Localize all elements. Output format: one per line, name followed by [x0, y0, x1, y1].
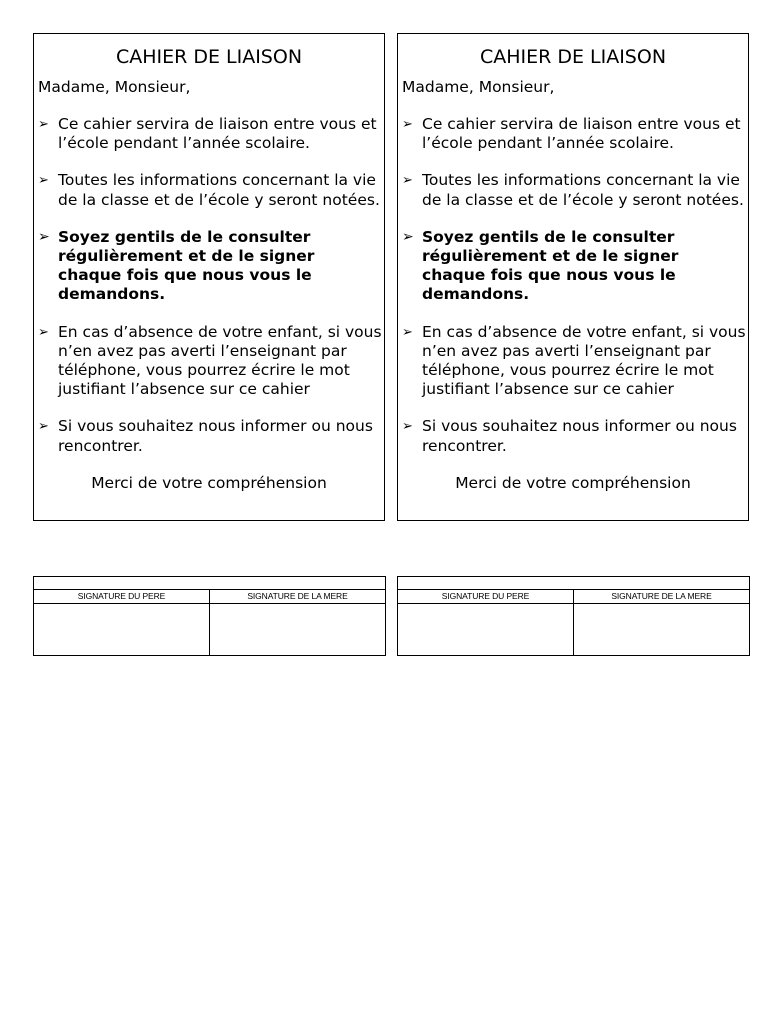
bullet-item — [34, 323, 384, 400]
bullet-item — [398, 323, 748, 400]
mother-signature-label: SIGNATURE DE LA MERE — [611, 591, 712, 601]
arrow-bullet-icon: ➢ — [38, 117, 49, 132]
arrow-bullet-icon: ➢ — [38, 324, 49, 340]
signature-table-left — [33, 576, 386, 656]
arrow-bullet-icon: ➢ — [402, 324, 413, 340]
father-signature-label: SIGNATURE DU PERE — [398, 590, 574, 603]
bullet-text: Soyez gentils de le consulter régulièrement et de le signer chaque fois que nous vous le demandons. — [422, 227, 679, 304]
bullet-text: En cas d’absence de votre enfant, si vous n’en avez pas averti l’enseignant par téléphone, vous pourrez écrire le mot justifiant l’absence sur ce cahier — [58, 322, 382, 399]
signature-table-header-row — [34, 577, 385, 590]
father-signature-cell[interactable] — [398, 604, 574, 656]
mother-signature-label: SIGNATURE DE LA MERE — [247, 591, 348, 601]
bullet-list — [34, 115, 384, 456]
bullet-text: Ce cahier servira de liaison entre vous et l’école pendant l’année scolaire. — [422, 115, 741, 153]
signature-cells-row — [398, 604, 749, 656]
arrow-bullet-icon: ➢ — [402, 117, 413, 132]
signature-table-header-row — [398, 577, 749, 590]
greeting: Madame, Monsieur, — [402, 78, 555, 96]
bullet-item-bold — [398, 228, 748, 305]
arrow-bullet-icon: ➢ — [38, 228, 50, 245]
arrow-bullet-icon: ➢ — [402, 228, 414, 245]
signature-labels-row — [398, 590, 749, 604]
signature-cells-row — [34, 604, 385, 656]
arrow-bullet-icon: ➢ — [402, 173, 413, 189]
bullet-item — [398, 171, 748, 209]
closing-text: Merci de votre compréhension — [455, 473, 691, 492]
bullet-item — [398, 115, 748, 153]
bullet-text: Ce cahier servira de liaison entre vous et l’école pendant l’année scolaire. — [58, 115, 377, 153]
bullet-item — [398, 417, 748, 455]
card-title: CAHIER DE LIAISON — [115, 46, 303, 68]
bullet-item — [34, 417, 384, 455]
bullet-list — [398, 115, 748, 456]
mother-signature-cell[interactable] — [210, 604, 385, 656]
signature-labels-row — [34, 590, 385, 604]
mother-signature-cell[interactable] — [574, 604, 749, 656]
liaison-card-right — [397, 33, 749, 521]
father-signature-label: SIGNATURE DU PERE — [34, 590, 210, 603]
bullet-text: Toutes les informations concernant la vie de la classe et de l’école y seront notées. — [58, 171, 380, 209]
arrow-bullet-icon: ➢ — [402, 419, 413, 435]
father-signature-cell[interactable] — [34, 604, 210, 656]
signature-table-right — [397, 576, 750, 656]
bullet-text: Toutes les informations concernant la vie de la classe et de l’école y seront notées. — [422, 171, 744, 209]
closing-text: Merci de votre compréhension — [91, 473, 327, 492]
bullet-text: Soyez gentils de le consulter régulièrement et de le signer chaque fois que nous vous le demandons. — [58, 227, 315, 304]
card-title: CAHIER DE LIAISON — [479, 46, 667, 68]
greeting: Madame, Monsieur, — [38, 78, 191, 96]
bullet-item — [34, 171, 384, 209]
liaison-card-left — [33, 33, 385, 521]
arrow-bullet-icon: ➢ — [38, 173, 49, 189]
bullet-text: En cas d’absence de votre enfant, si vous n’en avez pas averti l’enseignant par téléphone, vous pourrez écrire le mot justifiant l’absence sur ce cahier — [422, 322, 746, 399]
bullet-text: Si vous souhaitez nous informer ou nous rencontrer. — [58, 417, 373, 455]
arrow-bullet-icon: ➢ — [38, 419, 49, 435]
bullet-item — [34, 115, 384, 153]
bullet-text: Si vous souhaitez nous informer ou nous rencontrer. — [422, 417, 737, 455]
bullet-item-bold — [34, 228, 384, 305]
